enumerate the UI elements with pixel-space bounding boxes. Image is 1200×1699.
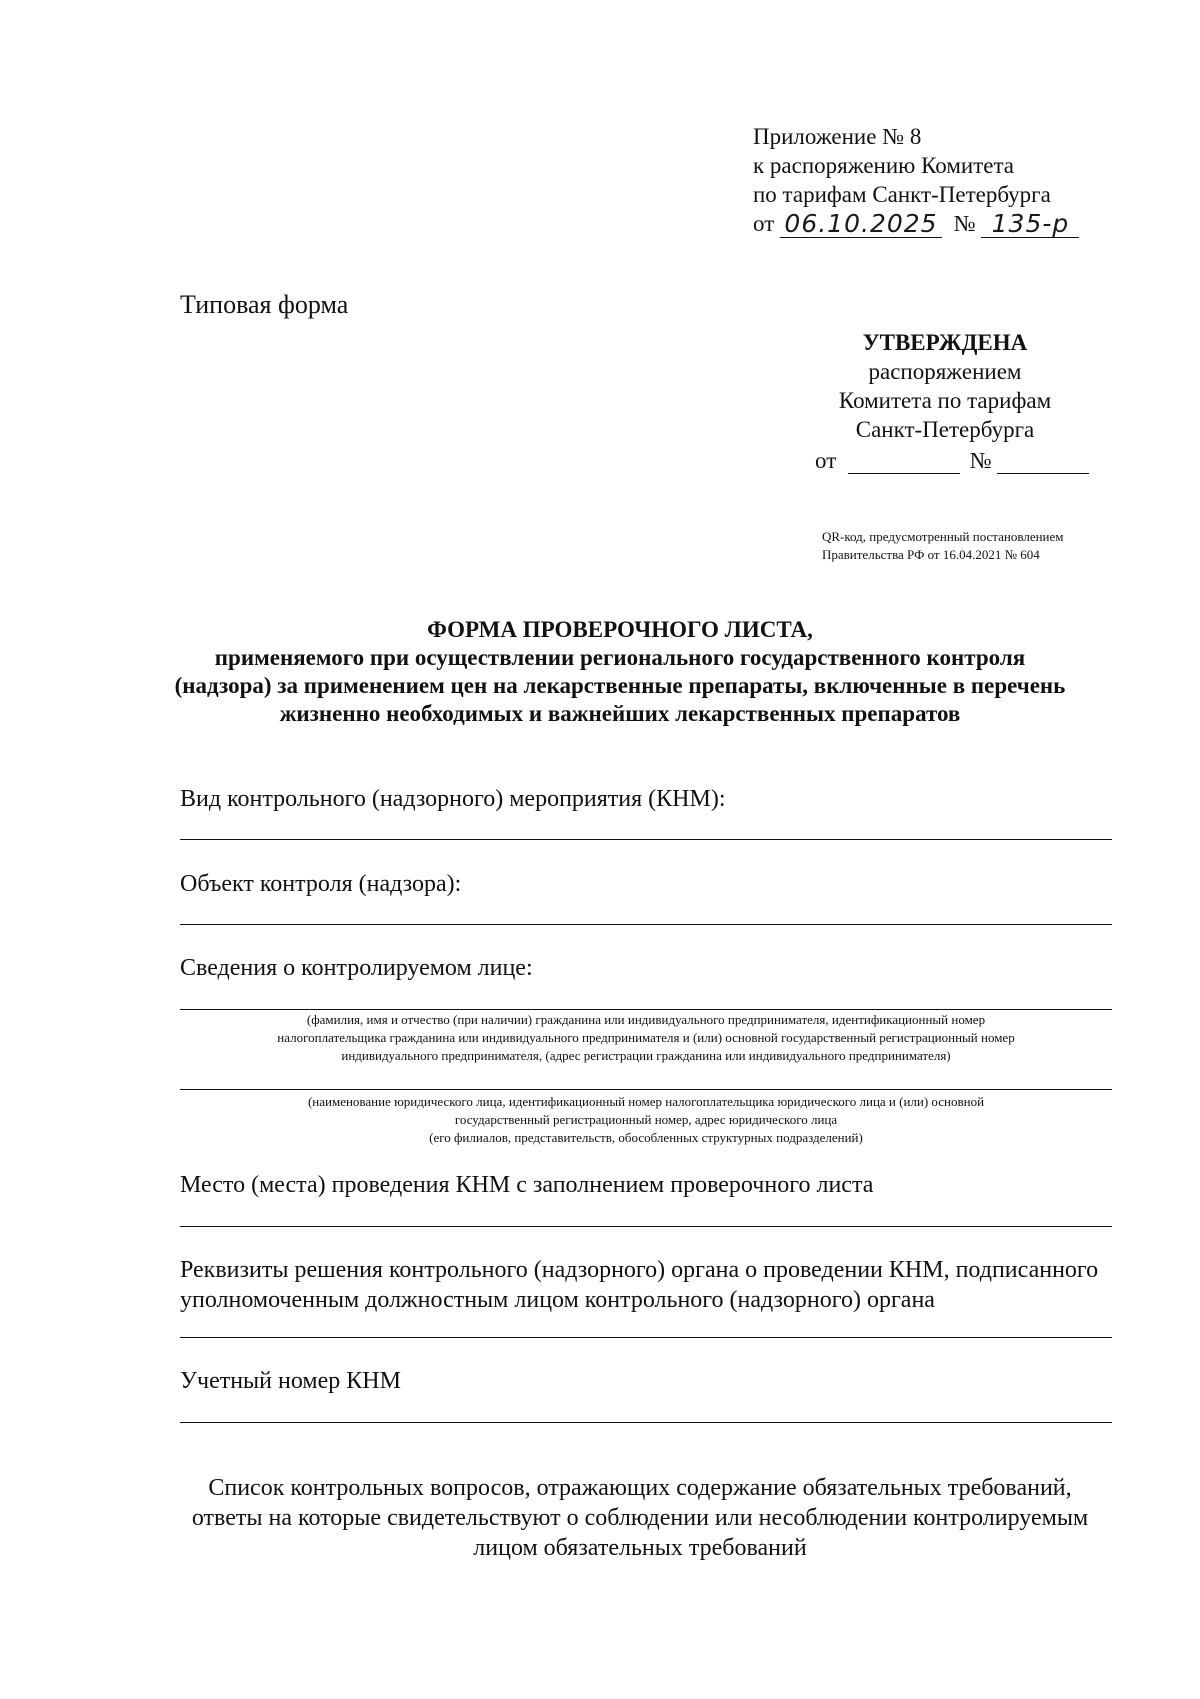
entity-caption-line-3: (его филиалов, представительств, обособленных структурных подразделений) xyxy=(429,1130,863,1145)
knm-place-label: Место (места) проведения КНМ с заполнением проверочного листа xyxy=(180,1172,874,1198)
controlled-person-line[interactable] xyxy=(180,1009,1112,1010)
appendix-date-row xyxy=(753,209,1093,238)
entity-caption xyxy=(180,1093,1112,1147)
form-title xyxy=(120,616,1120,728)
approved-number-blank[interactable] xyxy=(997,451,1089,474)
knm-type-line[interactable] xyxy=(180,839,1112,840)
form-title-line-4: жизненно необходимых и важнейших лекарственных препаратов xyxy=(279,701,961,726)
decision-label-line-1: Реквизиты решения контрольного (надзорного) органа о проведении КНМ, подписанного xyxy=(180,1257,1099,1283)
qr-note-line-1: QR-код, предусмотренный постановлением xyxy=(822,529,1064,544)
approved-line-1: распоряжением xyxy=(868,359,1022,384)
legal-entity-line[interactable] xyxy=(180,1089,1112,1090)
person-caption-line-1: (фамилия, имя и отчество (при наличии) гражданина или индивидуального предпринимателя, идентификационный номер xyxy=(306,1012,986,1027)
decision-label-line-2: уполномоченным должностным лицом контрольного (надзорного) органа xyxy=(180,1287,935,1313)
list-heading-line-2: ответы на которые свидетельствуют о соблюдении или несоблюдении контролируемым xyxy=(191,1505,1089,1531)
list-heading-line-3: лицом обязательных требований xyxy=(473,1535,807,1561)
entity-caption-line-1: (наименование юридического лица, идентификационный номер налогоплательщика юридического лица и (или) основной xyxy=(307,1094,985,1109)
list-heading-line-1: Список контрольных вопросов, отражающих содержание обязательных требований, xyxy=(208,1475,1072,1501)
form-title-line-2: применяемого при осуществлении регионального государственного контроля xyxy=(214,645,1026,670)
control-object-label: Объект контроля (надзора): xyxy=(180,871,462,897)
approved-date-blank[interactable] xyxy=(848,451,960,474)
knm-place-line[interactable] xyxy=(180,1226,1112,1227)
appendix-line-2: к распоряжению Комитета xyxy=(753,153,1014,178)
approved-date-row xyxy=(815,448,1089,474)
form-title-line-3: (надзора) за применением цен на лекарственные препараты, включенные в перечень xyxy=(174,673,1066,698)
appendix-line-1: Приложение № 8 xyxy=(753,124,922,149)
appendix-line-3: по тарифам Санкт-Петербурга xyxy=(753,182,1051,207)
approved-block xyxy=(795,328,1095,444)
person-caption xyxy=(180,1011,1112,1065)
form-title-line-1: ФОРМА ПРОВЕРОЧНОГО ЛИСТА, xyxy=(427,617,813,642)
person-caption-line-3: индивидуального предпринимателя, (адрес регистрации гражданина или индивидуального предпринимателя) xyxy=(341,1048,951,1063)
approved-heading: УТВЕРЖДЕНА xyxy=(862,330,1028,355)
controlled-person-label: Сведения о контролируемом лице: xyxy=(180,955,533,981)
form-type-label: Типовая форма xyxy=(180,290,349,319)
approved-line-2: Комитета по тарифам xyxy=(838,388,1052,413)
appendix-date-prefix: от xyxy=(753,211,775,236)
qr-note-line-2: Правительства РФ от 16.04.2021 № 604 xyxy=(822,547,1040,562)
knm-number-line[interactable] xyxy=(180,1422,1112,1423)
appendix-number-value: 135-р xyxy=(981,209,1079,238)
decision-line[interactable] xyxy=(180,1337,1112,1338)
entity-caption-line-2: государственный регистрационный номер, адрес юридического лица xyxy=(454,1112,838,1127)
appendix-date-value: 06.10.2025 xyxy=(780,209,942,238)
knm-type-label: Вид контрольного (надзорного) мероприятия (КНМ): xyxy=(180,786,726,812)
qr-code-note xyxy=(822,528,1152,564)
appendix-number-prefix: № xyxy=(953,211,976,236)
approved-line-3: Санкт-Петербурга xyxy=(855,417,1035,442)
control-questions-heading xyxy=(150,1473,1130,1563)
approved-number-prefix: № xyxy=(969,448,992,473)
decision-label xyxy=(180,1255,1098,1315)
approved-date-prefix: от xyxy=(815,448,837,473)
appendix-header xyxy=(753,122,1093,238)
person-caption-line-2: налогоплательщика гражданина или индивидуального предпринимателя и (или) основной государственный регистрационный номер xyxy=(277,1030,1015,1045)
knm-number-label: Учетный номер КНМ xyxy=(180,1368,401,1394)
control-object-line[interactable] xyxy=(180,924,1112,925)
